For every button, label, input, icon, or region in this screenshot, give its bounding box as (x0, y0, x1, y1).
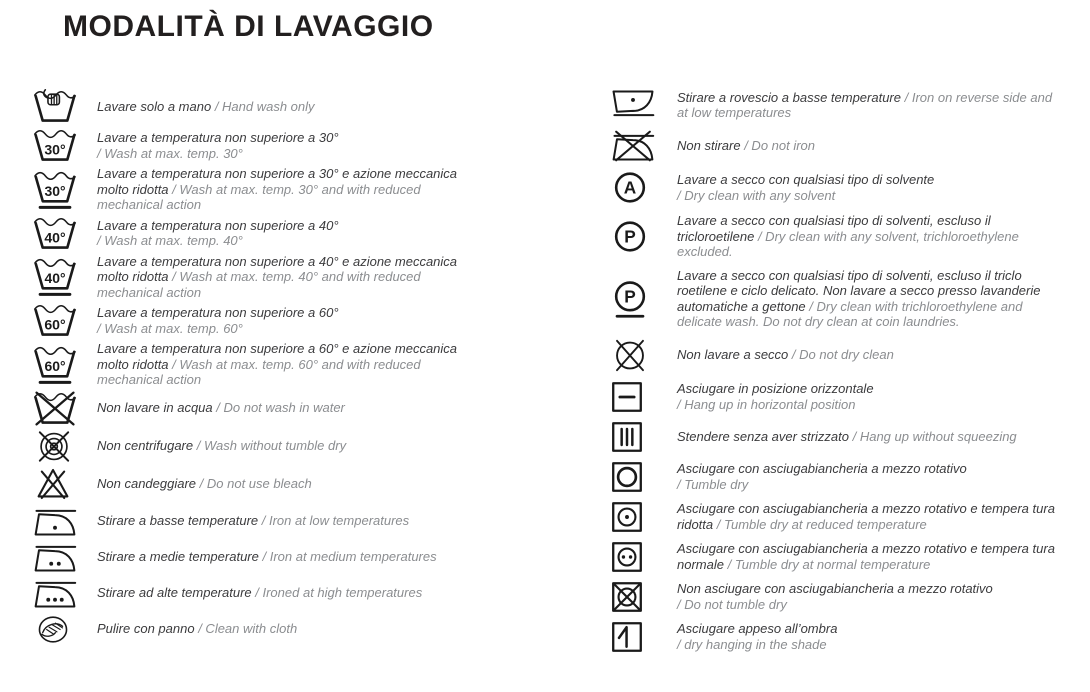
care-label-italian: Lavare a secco con qualsiasi tipo di solventi, escluso il tricloroetilene (677, 213, 991, 244)
care-label-english: / Wash at max. temp. 60° and with reduced mechanical action (97, 356, 421, 387)
care-label-italian: Lavare a temperatura non superiore a 60° (97, 305, 339, 320)
care-row (33, 254, 485, 301)
svg-text:P: P (624, 285, 636, 306)
care-row (611, 501, 1073, 533)
care-label-italian: Lavare a temperatura non superiore a 40° (97, 217, 339, 233)
care-row (611, 130, 1073, 162)
svg-text:30°: 30° (44, 182, 66, 199)
care-label-english: / Do not use bleach (199, 475, 312, 491)
care-label-english: / Hand wash only (214, 98, 315, 114)
do-not-spin-icon (33, 429, 97, 464)
care-label-italian: Asciugare con asciugabiancheria a mezzo rotativo e tempera tura normale (677, 541, 1055, 572)
care-label (677, 501, 1059, 532)
tumble-dry-reduced-icon (611, 501, 677, 533)
care-label-italian: Stirare a basse temperature (97, 512, 259, 528)
care-row (33, 166, 485, 213)
care-label-english: / Do not tumble dry (677, 596, 787, 612)
care-label-english: / Wash without tumble dry (196, 438, 347, 454)
care-label (677, 429, 1059, 445)
care-label-english: / Dry clean with any solvent (677, 187, 836, 203)
care-row (33, 540, 485, 574)
do-not-iron-icon (611, 130, 677, 162)
do-not-dry-clean-icon (611, 338, 677, 373)
care-label (677, 541, 1059, 572)
wash-60-reduced-icon (33, 344, 97, 385)
care-label-italian: Stendere senza aver strizzato (677, 428, 849, 444)
care-label (97, 99, 475, 115)
care-label-english: / Do not iron (744, 138, 816, 154)
care-label (677, 90, 1059, 121)
care-label (97, 513, 475, 529)
care-label (97, 130, 475, 161)
care-label-italian: Pulire con panno (97, 621, 195, 637)
iron-low-icon (33, 505, 97, 537)
care-label (97, 218, 475, 249)
care-label-italian: Lavare a temperatura non superiore a 30° e azione meccanica molto ridotta (97, 166, 458, 197)
dry-clean-any-solvent-icon (611, 170, 677, 205)
care-label-english: / Hang up without squeezing (852, 428, 1017, 444)
care-row (611, 170, 1073, 205)
dry-flat-icon (611, 381, 677, 413)
care-label-english: / Dry clean with trichloroethylene and delicate wash. Do not dry clean at coin laundries. (677, 298, 1023, 329)
care-label-italian: Lavare a secco con qualsiasi tipo di solvente (677, 172, 935, 187)
care-label-english: / Iron at low temperatures (261, 512, 410, 528)
care-row (33, 215, 485, 252)
care-label (677, 461, 1059, 492)
care-row (33, 302, 485, 339)
care-label (677, 213, 1059, 260)
care-label (97, 254, 475, 301)
care-row (611, 381, 1073, 413)
care-row (33, 576, 485, 610)
care-label-italian: Lavare a temperatura non superiore a 40° e azione meccanica molto ridotta (97, 253, 458, 284)
care-row (33, 341, 485, 388)
dry-in-shade-icon (611, 621, 677, 653)
care-label-english: / Tumble dry at normal temperature (727, 556, 931, 572)
care-label-english: / Tumble dry (677, 476, 749, 492)
care-row (611, 621, 1073, 653)
wash-40-icon (33, 215, 97, 252)
care-row (33, 466, 485, 502)
care-row (611, 461, 1073, 493)
care-label-english: / Wash at max. temp. 40° and with reduced mechanical action (97, 269, 421, 300)
care-row (611, 213, 1073, 260)
clean-with-cloth-icon (33, 612, 97, 647)
care-label (97, 549, 475, 565)
care-label-english: / Do not wash in water (216, 400, 345, 416)
care-label-english: / Hang up in horizontal position (677, 396, 856, 412)
care-label (677, 621, 1059, 652)
care-label-italian: Lavare a temperatura non superiore a 30° (97, 130, 339, 145)
care-label (677, 138, 1059, 154)
care-label (97, 166, 475, 213)
care-label (677, 581, 1059, 612)
care-row (611, 541, 1073, 573)
care-label (677, 172, 1059, 203)
care-label (97, 305, 475, 336)
care-label-italian: Non asciugare con asciugabiancheria a mezzo rotativo (677, 581, 993, 596)
care-row (33, 504, 485, 538)
care-label (97, 585, 475, 601)
care-label-italian: Stirare a medie temperature (97, 548, 259, 564)
care-label-italian: Non lavare a secco (677, 347, 789, 363)
care-label-english: / Iron at medium temperatures (262, 548, 437, 564)
wash-40-reduced-icon (33, 256, 97, 297)
care-label-italian: Asciugare con asciugabiancheria a mezzo rotativo (677, 461, 967, 476)
care-label-english: / Tumble dry at reduced temperature (716, 516, 927, 532)
care-label-italian: Stirare a rovescio a basse temperature (677, 89, 901, 105)
care-row (611, 268, 1073, 330)
left-column (33, 88, 485, 649)
care-label-italian: Non candeggiare (97, 475, 197, 491)
care-label-english: / Dry clean with any solvent, trichloroethylene excluded. (677, 228, 1019, 259)
svg-text:30°: 30° (44, 141, 66, 158)
care-label-english: / Wash at max. temp. 30° and with reduced mechanical action (97, 181, 421, 212)
care-label-english: / dry hanging in the shade (677, 636, 827, 652)
care-label-english: / Wash at max. temp. 40° (97, 233, 243, 248)
care-label (97, 621, 475, 637)
care-label-italian: Asciugare con asciugabiancheria a mezzo rotativo e tempera tura ridotta (677, 501, 1055, 532)
care-label-italian: Non stirare (677, 138, 741, 154)
iron-high-icon (33, 577, 97, 609)
care-label-italian: Non centrifugare (97, 438, 194, 454)
care-label-italian: Lavare solo a mano (97, 98, 212, 114)
care-label-english: / Ironed at high temperatures (255, 584, 423, 600)
care-label (97, 476, 475, 492)
care-label-italian: Stirare ad alte temperature (97, 584, 252, 600)
hand-wash-icon (33, 88, 97, 125)
right-column (611, 88, 1073, 661)
svg-text:60°: 60° (44, 357, 66, 374)
care-row (33, 88, 485, 125)
care-row (33, 429, 485, 464)
tumble-dry-normal-icon (611, 541, 677, 573)
care-row (611, 421, 1073, 453)
care-label-italian: Non lavare in acqua (97, 400, 213, 416)
do-not-tumble-dry-icon (611, 581, 677, 613)
wash-60-icon (33, 302, 97, 339)
care-label (97, 400, 475, 416)
care-label (677, 268, 1059, 330)
dry-clean-p-delicate-icon (611, 279, 677, 319)
care-row (33, 612, 485, 647)
care-label-italian: Asciugare appeso all’ombra (677, 621, 838, 636)
do-not-wash-icon (33, 390, 97, 427)
care-row (611, 338, 1073, 373)
care-label-english: / Wash at max. temp. 60° (97, 320, 243, 336)
page-title: MODALITÀ DI LAVAGGIO (63, 10, 434, 43)
care-row (33, 127, 485, 164)
care-label-italian: Lavare a secco con qualsiasi tipo di solventi, escluso il triclo roetilene e ciclo delicato. Non lavare a secco presso lavanderie automatiche a gettone (677, 267, 1041, 314)
svg-text:A: A (623, 177, 637, 198)
care-label-italian: Asciugare in posizione orizzontale (677, 381, 874, 396)
care-label (97, 438, 475, 454)
care-label (677, 381, 1059, 412)
iron-reverse-icon (611, 88, 677, 122)
care-label-italian: Lavare a temperatura non superiore a 60° e azione meccanica molto ridotta (97, 341, 458, 372)
care-label-english: / Iron on reverse side and at low temperatures (677, 89, 1053, 120)
tumble-dry-icon (611, 461, 677, 493)
svg-text:P: P (624, 226, 636, 247)
care-label (97, 341, 475, 388)
care-label-english: / Wash at max. temp. 30° (97, 145, 243, 161)
care-label (677, 347, 1059, 363)
care-row (33, 390, 485, 427)
care-row (611, 88, 1073, 122)
care-row (611, 581, 1073, 613)
care-label-english: / Clean with cloth (198, 621, 298, 637)
svg-text:40°: 40° (44, 228, 66, 245)
care-label-english: / Do not dry clean (791, 347, 894, 363)
svg-text:60°: 60° (44, 316, 66, 333)
svg-text:40°: 40° (44, 270, 66, 287)
dry-clean-p-icon (611, 219, 677, 254)
wash-30-reduced-icon (33, 169, 97, 210)
iron-medium-icon (33, 541, 97, 573)
do-not-bleach-icon (33, 466, 97, 502)
drip-dry-icon (611, 421, 677, 453)
wash-30-icon (33, 127, 97, 164)
